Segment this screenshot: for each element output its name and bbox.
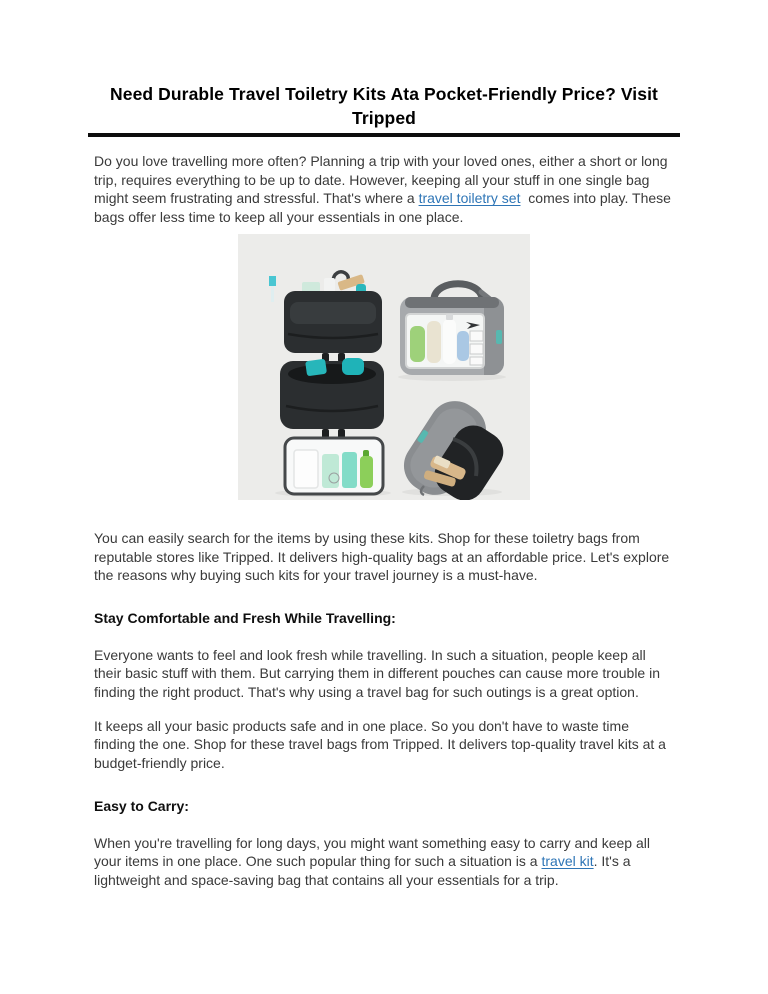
toiletry-bags-illustration bbox=[238, 234, 530, 500]
fresh-paragraph-2: It keeps all your basic products safe and in one place. So you don't have to waste time finding the one. Shop for these travel bags from Tripped. It delivers top-quality travel kits at a budget-friendly price. bbox=[94, 717, 666, 772]
heading-easy-to-carry: Easy to Carry: bbox=[94, 797, 189, 814]
fresh-paragraph-1: Everyone wants to feel and look fresh while travelling. In such a situation, people keep all their basic stuff with them. But carrying them in different pouches can cause more trouble in finding the right product. That's why using a travel bag for such outings is a great option. bbox=[94, 646, 660, 701]
heading-stay-comfortable: Stay Comfortable and Fresh While Travelling: bbox=[94, 609, 396, 626]
intro-text-after-link: comes into play. These bags offer less time to keep all your essentials in one place. bbox=[94, 190, 671, 226]
carry-text-after-link: . It's a lightweight and space-saving bag that contains all your essentials for a trip. bbox=[94, 853, 631, 888]
clear-bag-graphic bbox=[400, 284, 504, 375]
title-divider bbox=[88, 133, 680, 137]
toiletry-kits-image bbox=[238, 234, 530, 500]
search-paragraph: You can easily search for the items by using these kits. Shop for these toiletry bags from reputable stores like Tripped. It delivers high-quality bags at an affordable price. Let's explore the reasons why buying such kits for your travel journey is a must-have. bbox=[94, 529, 670, 584]
travel-kit-link[interactable]: travel kit bbox=[541, 853, 594, 870]
carry-text-before-link: When you're travelling for long days, you might want something easy to carry and keep all your items in one place. One such popular thing for such a situation is a bbox=[94, 834, 650, 870]
intro-paragraph bbox=[94, 152, 674, 227]
page-title: Need Durable Travel Toiletry Kits Ata Pocket-Friendly Price? Visit Tripped bbox=[110, 84, 658, 128]
hanging-organizer-graphic bbox=[269, 272, 384, 494]
travel-toiletry-set-link[interactable]: travel toiletry set bbox=[418, 190, 521, 207]
carry-paragraph bbox=[94, 834, 674, 890]
intro-text-before-link: Do you love travelling more often? Planning a trip with your loved ones, either a short or long trip, requires everything to be up to date. However, keeping all your stuff in one single bag might seem frustrating and stressful. That's where a bbox=[94, 153, 668, 207]
